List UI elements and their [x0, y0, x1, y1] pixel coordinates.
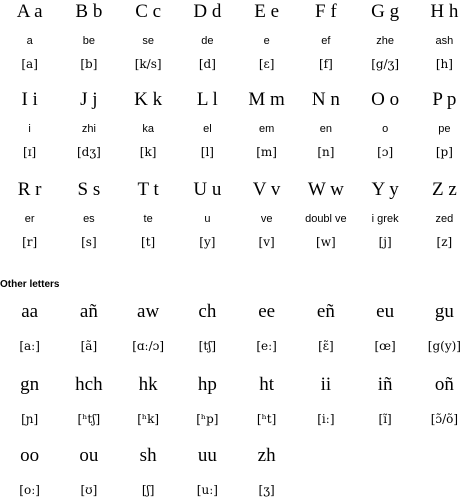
letter-name: u [204, 213, 211, 225]
ipa: [m] [256, 145, 277, 159]
ipa: [ʃ] [141, 483, 155, 497]
letter-name: es [83, 213, 95, 225]
digraph: ou [79, 445, 99, 466]
ipa: [v] [258, 235, 275, 249]
letter: L l [196, 89, 218, 110]
digraph: oñ [434, 374, 454, 395]
digraph-cell [237, 444, 296, 498]
letter: E e [254, 1, 280, 22]
letter: M m [248, 89, 285, 110]
letter-name: ka [142, 123, 154, 135]
digraph: eu [376, 301, 395, 322]
digraph: aw [137, 301, 160, 322]
alphabet-cell [415, 88, 474, 160]
ipa: [p] [435, 145, 453, 159]
digraph-cell [119, 300, 178, 354]
ipa: [ɛ̃] [318, 339, 334, 353]
letter-name: pe [438, 123, 451, 135]
ipa: [r] [22, 235, 38, 249]
alphabet-cell [0, 88, 59, 160]
alphabet-cell [356, 0, 415, 72]
letter-name: ef [321, 35, 331, 47]
ipa: [œ] [374, 339, 396, 353]
digraph-cell [415, 300, 474, 354]
ipa: [t] [141, 235, 156, 249]
alphabet-cell [296, 88, 355, 160]
digraph: ii [320, 374, 332, 395]
digraph: hk [138, 374, 158, 395]
digraph-cell [0, 444, 59, 498]
digraph-cell [237, 300, 296, 354]
letter-name: ash [435, 35, 454, 47]
letter: F f [315, 1, 337, 22]
other-row-3-grid [0, 444, 474, 498]
alphabet-row-3-grid [0, 178, 474, 250]
ipa: [ɛ] [258, 57, 275, 71]
letter-name: el [203, 123, 212, 135]
letter-name: i [28, 123, 31, 135]
letter-name: be [82, 35, 95, 47]
letter: V v [252, 179, 281, 200]
digraph: oo [20, 445, 40, 466]
letter-name: se [142, 35, 154, 47]
ipa: [ʰt] [256, 412, 277, 426]
letter-name: ve [260, 213, 273, 225]
digraph: uu [197, 445, 217, 466]
alphabet-cell [119, 178, 178, 250]
ipa: [k] [139, 145, 157, 159]
ipa: [uː] [196, 483, 218, 497]
digraph: iñ [377, 374, 393, 395]
alphabet-cell [59, 88, 118, 160]
letter-name: doubl ve [305, 213, 347, 225]
other-row-2-grid [0, 373, 474, 427]
alphabet-cell [178, 0, 237, 72]
letter: T t [137, 179, 159, 200]
digraph-cell [356, 300, 415, 354]
ipa: [ʰp] [196, 412, 219, 426]
alphabet-cell [178, 88, 237, 160]
letter: W w [307, 179, 344, 200]
ipa: [k/s] [134, 57, 162, 71]
letter: A a [16, 1, 43, 22]
letter: I i [21, 89, 38, 110]
letter-name: te [143, 213, 153, 225]
digraph: zh [257, 445, 276, 466]
letter: Z z [431, 179, 457, 200]
letter: P p [432, 89, 457, 110]
digraph-cell [237, 373, 296, 427]
alphabet-cell [59, 178, 118, 250]
digraph-cell [178, 373, 237, 427]
alphabet-row-2-grid [0, 88, 474, 160]
letter: J j [80, 89, 98, 110]
ipa: [ʰtʃ] [77, 412, 101, 426]
letter-name: i grek [371, 213, 399, 225]
ipa: [y] [199, 235, 216, 249]
letter: O o [371, 89, 400, 110]
ipa: [d] [198, 57, 216, 71]
digraph: hch [75, 374, 103, 395]
digraph-cell [119, 373, 178, 427]
digraph-cell [415, 373, 474, 427]
other-letters-heading: Other letters [0, 279, 60, 290]
digraph-cell [0, 300, 59, 354]
ipa: [f] [318, 57, 333, 71]
ipa: [ɑː/ɔ] [132, 339, 165, 353]
letter-name: zed [435, 213, 454, 225]
ipa: [tʃ] [198, 339, 217, 353]
ipa: [aː] [19, 339, 40, 353]
ipa: [j] [378, 235, 392, 249]
ipa: [z] [436, 235, 453, 249]
letter-name: e [263, 35, 270, 47]
alphabet-cell [296, 178, 355, 250]
ipa: [w] [316, 235, 336, 249]
digraph: gn [20, 374, 40, 395]
ipa: [l] [200, 145, 214, 159]
digraph: aa [21, 301, 39, 322]
digraph: ee [258, 301, 276, 322]
digraph-cell [59, 300, 118, 354]
digraph: ht [259, 374, 275, 395]
ipa: [ʰk] [137, 412, 160, 426]
ipa: [g(y)] [427, 339, 461, 353]
digraph-cell [296, 373, 355, 427]
letter: R r [17, 179, 42, 200]
ipa: [h] [435, 57, 453, 71]
alphabet-cell [119, 0, 178, 72]
digraph-cell [178, 300, 237, 354]
letter: U u [193, 179, 222, 200]
alphabet-cell [237, 0, 296, 72]
alphabet-cell [178, 178, 237, 250]
letter: N n [311, 89, 340, 110]
alphabet-cell [237, 88, 296, 160]
letter-name: de [201, 35, 214, 47]
other-row-1-grid [0, 300, 474, 354]
ipa: [n] [317, 145, 335, 159]
digraph-cell [178, 444, 237, 498]
alphabet-cell [415, 178, 474, 250]
letter-name: zhi [81, 123, 96, 135]
alphabet-row-1-grid [0, 0, 474, 72]
alphabet-cell [296, 0, 355, 72]
letter-name: o [382, 123, 389, 135]
letter: D d [193, 1, 222, 22]
digraph-cell [59, 444, 118, 498]
alphabet-cell [59, 0, 118, 72]
digraph-cell [0, 373, 59, 427]
letter-name: em [258, 123, 275, 135]
letter: H h [430, 1, 459, 22]
alphabet-cell [356, 88, 415, 160]
alphabet-cell [0, 0, 59, 72]
letter: B b [75, 1, 103, 22]
ipa: [ɔ] [377, 145, 394, 159]
digraph: eñ [316, 301, 335, 322]
letter: K k [134, 89, 163, 110]
ipa: [g/ʒ] [371, 57, 400, 71]
ipa: [a] [21, 57, 38, 71]
ipa: [iː] [317, 412, 335, 426]
ipa: [dʒ] [76, 145, 101, 159]
alphabet-cell [119, 88, 178, 160]
ipa: [eː] [256, 339, 277, 353]
digraph: hp [197, 374, 217, 395]
letter-name: a [26, 35, 33, 47]
letter: C c [135, 1, 162, 22]
ipa: [ã] [80, 339, 98, 353]
ipa: [oː] [19, 483, 40, 497]
letter: G g [371, 1, 400, 22]
ipa: [ɪ] [23, 145, 37, 159]
letter-name: er [24, 213, 35, 225]
letter-name: en [319, 123, 332, 135]
digraph: añ [79, 301, 98, 322]
digraph-cell [59, 373, 118, 427]
digraph-cell [356, 373, 415, 427]
ipa: [ʊ] [80, 483, 98, 497]
alphabet-cell [0, 178, 59, 250]
ipa: [s] [81, 235, 97, 249]
ipa: [b] [80, 57, 98, 71]
ipa: [ɲ] [21, 412, 39, 426]
digraph: sh [139, 445, 157, 466]
letter: S s [77, 179, 101, 200]
letter-name: zhe [376, 35, 394, 47]
letter: Y y [371, 179, 399, 200]
ipa: [ɔ̃/õ] [430, 412, 459, 426]
ipa: [ʒ] [258, 483, 275, 497]
digraph-cell [119, 444, 178, 498]
digraph: gu [434, 301, 454, 322]
ipa: [ĩ] [378, 412, 392, 426]
alphabet-cell [415, 0, 474, 72]
alphabet-cell [237, 178, 296, 250]
digraph-cell [296, 300, 355, 354]
alphabet-cell [356, 178, 415, 250]
digraph: ch [198, 301, 217, 322]
